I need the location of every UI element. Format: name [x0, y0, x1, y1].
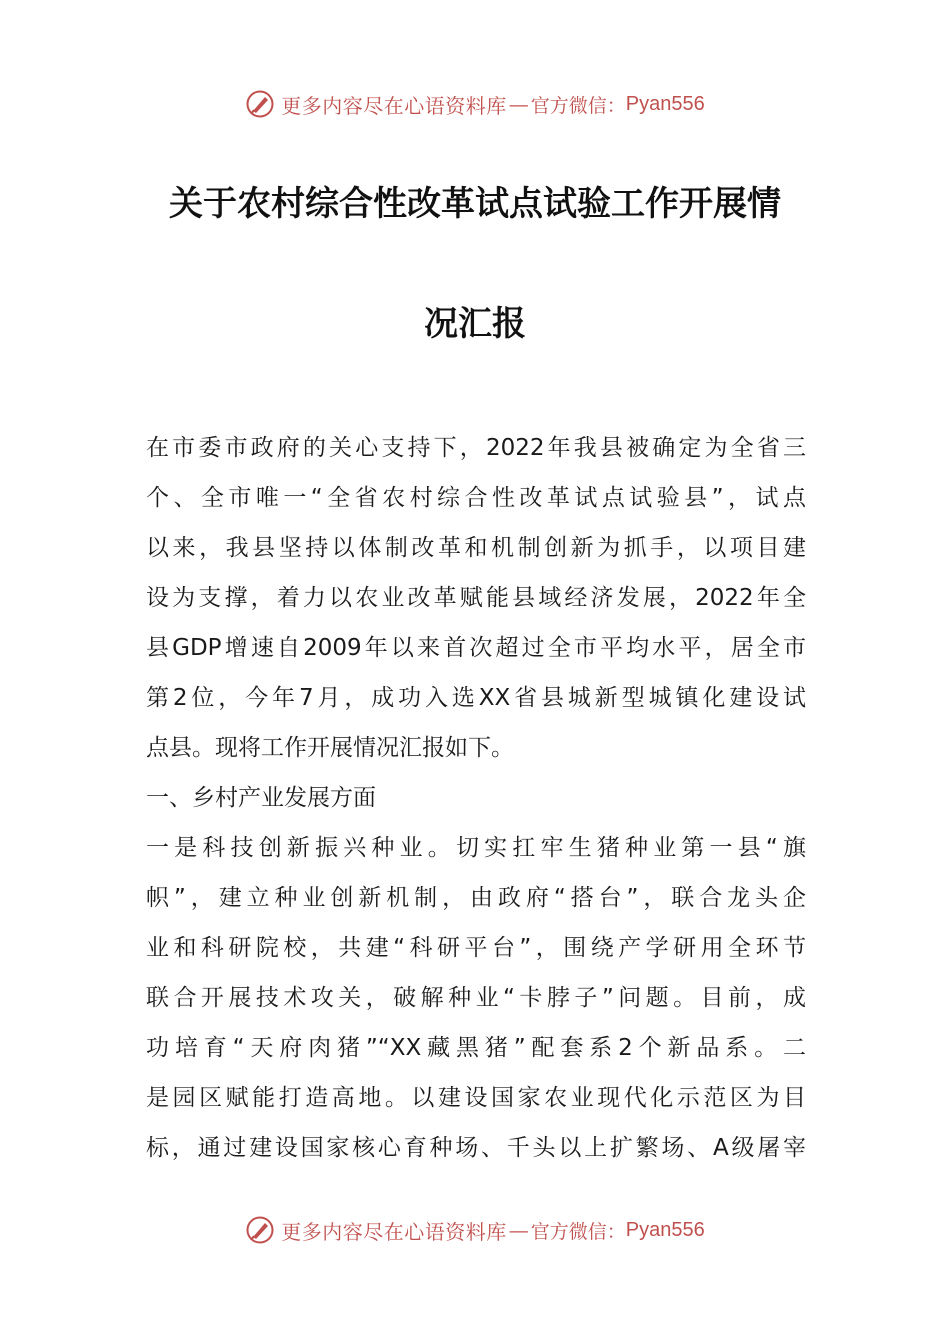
body-line: 是园区赋能打造高地。以建设国家农业现代化示范区为目	[146, 1085, 806, 1111]
watermark-wechat-id: Pyan556	[625, 1218, 705, 1241]
body-line: 个、全市唯一“全省农村综合性改革试点试验县”，试点	[146, 485, 806, 511]
document-title-line-1: 关于农村综合性改革试点试验工作开展情	[169, 184, 781, 224]
watermark-separator: —	[508, 1218, 529, 1242]
section-heading: 一、乡村产业发展方面	[146, 785, 376, 811]
watermark-wechat-label: 官方微信：	[530, 1220, 626, 1243]
quill-logo-icon	[245, 1215, 275, 1245]
watermark-header	[0, 84, 950, 124]
watermark-text: 更多内容尽在心语资料库	[281, 93, 507, 118]
watermark-wechat-label: 官方微信：	[530, 94, 626, 117]
watermark-footer	[0, 1210, 950, 1250]
body-line: 在市委市政府的关心支持下，2022年我县被确定为全省三	[146, 435, 806, 461]
watermark-separator: —	[508, 92, 529, 116]
watermark-wechat-id: Pyan556	[625, 92, 705, 115]
body-line: 业和科研院校，共建“科研平台”，围绕产学研用全环节	[146, 935, 806, 961]
quill-logo-icon	[245, 89, 275, 119]
body-line: 联合开展技术攻关，破解种业“卡脖子”问题。目前，成	[146, 985, 806, 1011]
document-body	[146, 428, 806, 1178]
body-line: 以来，我县坚持以体制改革和机制创新为抓手，以项目建	[146, 535, 806, 561]
body-line: 功培育“天府肉猪”“XX藏黑猪”配套系2个新品系。二	[146, 1035, 806, 1061]
body-line: 一是科技创新振兴种业。切实扛牢生猪种业第一县“旗	[146, 835, 806, 861]
body-line: 第2位，今年7月，成功入选XX省县城新型城镇化建设试	[146, 685, 806, 711]
body-line: 帜”，建立种业创新机制，由政府“搭台”，联合龙头企	[146, 885, 806, 911]
body-line: 点县。现将工作开展情况汇报如下。	[146, 735, 514, 761]
body-line: 标，通过建设国家核心育种场、千头以上扩繁场、A级屠宰	[146, 1135, 806, 1161]
body-line: 设为支撑，着力以农业改革赋能县域经济发展，2022年全	[146, 585, 806, 611]
body-line: 县GDP增速自2009年以来首次超过全市平均水平，居全市	[146, 635, 806, 661]
document-title-line-2: 况汇报	[424, 304, 526, 344]
watermark-text: 更多内容尽在心语资料库	[281, 1219, 507, 1244]
